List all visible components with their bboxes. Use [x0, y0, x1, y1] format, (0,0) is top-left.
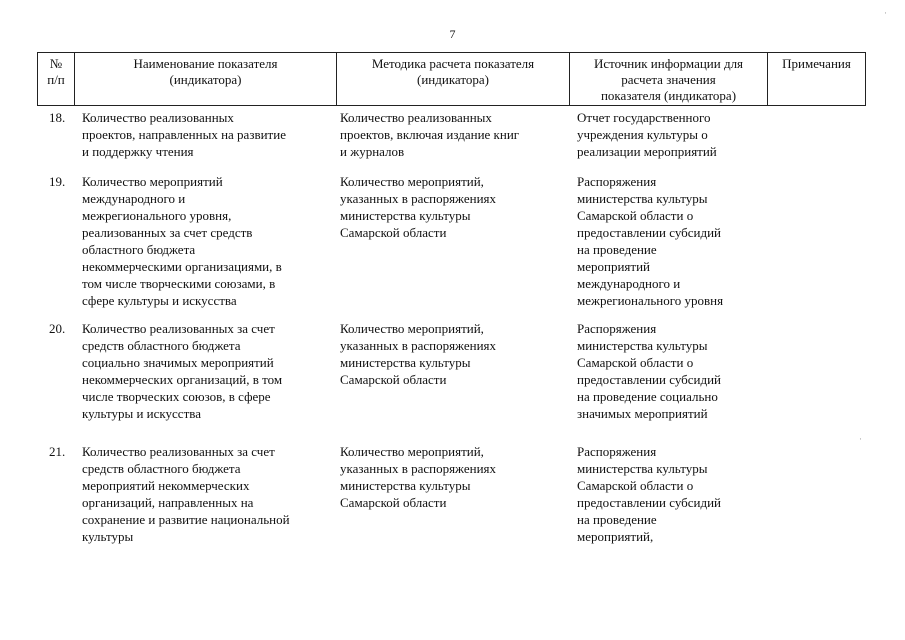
page-number: 7 — [449, 27, 456, 41]
row-num: 20. — [49, 321, 66, 336]
row-name: Количество реализованных за счет средств областного бюджета мероприятий некоммерческих организаций, направленных на сохранение и развитие национальной культуры — [82, 444, 290, 544]
row-method: Количество мероприятий, указанных в распоряжениях министерства культуры Самарской области — [340, 321, 497, 387]
row-num: 18. — [49, 110, 66, 125]
row-name: Количество реализованных за счет средств областного бюджета социально значимых мероприятий некоммерческих организаций, в том числе творческих союзов, в сфере культуры и искусства — [82, 321, 283, 421]
row-method: Количество мероприятий, указанных в распоряжениях министерства культуры Самарской области — [340, 174, 497, 240]
scan-speck: · — [884, 8, 887, 18]
header-notes: Примечания — [782, 56, 851, 71]
table-header — [37, 52, 866, 106]
row-name: Количество мероприятий международного и межрегионального уровня, реализованных за счет средств областного бюджета некоммерческими организациями, в том числе творческими союзами, в сфере культуры и искусства — [82, 174, 282, 308]
scan-speck: · — [859, 434, 862, 444]
row-source: Распоряжения министерства культуры Самарской области о предоставлении субсидий на проведение мероприятий международного и межрегионального уровня — [577, 174, 724, 308]
row-source: Распоряжения министерства культуры Самарской области о предоставлении субсидий на проведение социально значимых мероприятий — [577, 321, 722, 421]
row-num: 21. — [49, 444, 66, 459]
row-source: Распоряжения министерства культуры Самарской области о предоставлении субсидий на проведение мероприятий, — [577, 444, 722, 544]
row-name: Количество реализованных проектов, направленных на развитие и поддержку чтения — [82, 110, 286, 159]
header-source: Источник информации для расчета значения показателя (индикатора) — [570, 53, 768, 105]
row-method: Количество реализованных проектов, включая издание книг и журналов — [340, 110, 520, 159]
row-method: Количество мероприятий, указанных в распоряжениях министерства культуры Самарской области — [340, 444, 497, 510]
header-method: Методика расчета показателя (индикатора) — [337, 53, 570, 105]
row-num: 19. — [49, 174, 66, 189]
header-num: № п/п — [38, 53, 75, 105]
header-name: Наименование показателя (индикатора) — [75, 53, 337, 105]
row-source: Отчет государственного учреждения культуры о реализации мероприятий — [577, 110, 717, 159]
